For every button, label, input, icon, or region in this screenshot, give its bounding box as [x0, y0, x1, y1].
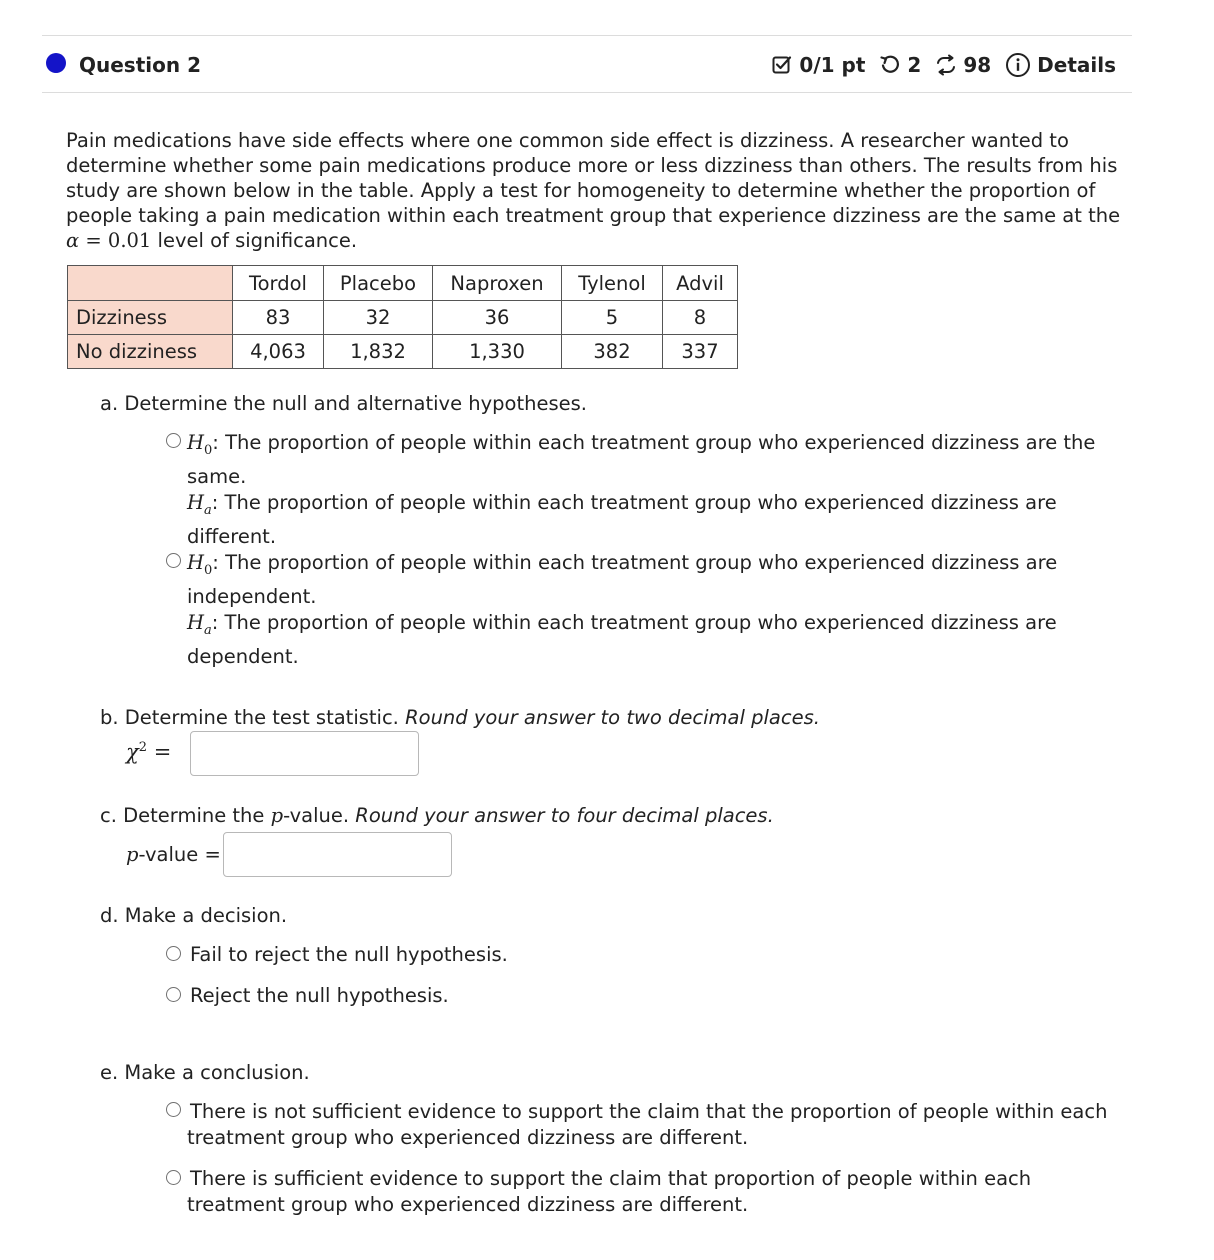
ha-statement	[187, 610, 1122, 670]
ha-subscript: a	[204, 502, 212, 518]
problem-text: Pain medications have side effects where one common side effect is dizziness. A researcher wanted to determine whether some pain medications produce more or less dizziness than others. The results from his study are shown below in the table. Apply a test for homogeneity to determine whether the proportion of people taking a pain medication within each treatment group that experience dizziness are the same at the	[66, 129, 1121, 227]
decision-option-1-radio[interactable]	[166, 946, 181, 961]
retry-icon	[879, 54, 901, 76]
chi-symbol: χ	[126, 740, 139, 764]
row-header-dizziness: Dizziness	[68, 301, 233, 335]
versions-icon	[935, 54, 957, 76]
header-top-divider	[42, 35, 1132, 36]
conclusion-option-2-radio[interactable]	[166, 1170, 181, 1185]
p-symbol: p	[270, 804, 284, 827]
hypothesis-option-2-radio[interactable]	[166, 553, 181, 568]
table-cell: 337	[663, 335, 738, 369]
ha-text: : The proportion of people within each treatment group who experienced dizziness are dependent.	[187, 610, 1057, 668]
score-checkbox-icon	[771, 54, 793, 76]
decision-option-2[interactable]: Reject the null hypothesis.	[190, 984, 449, 1007]
conclusion-option-1-radio[interactable]	[166, 1102, 181, 1117]
ha-statement	[187, 490, 1122, 550]
table-cell: 1,832	[324, 335, 433, 369]
h0-statement	[187, 550, 1122, 610]
table-cell: 5	[562, 301, 663, 335]
p-value-input[interactable]	[223, 832, 452, 877]
h0-symbol: H	[187, 551, 205, 574]
part-c-label-start: c. Determine the	[100, 804, 265, 827]
problem-text-end: level of significance.	[157, 229, 358, 252]
part-b-label	[100, 706, 820, 729]
ha-subscript: a	[204, 622, 212, 638]
details-label: Details	[1037, 53, 1116, 77]
hypothesis-option-1[interactable]	[187, 430, 1122, 550]
column-header-tylenol: Tylenol	[562, 266, 663, 301]
h0-subscript: 0	[204, 562, 213, 578]
conclusion-option-1[interactable]: There is not sufficient evidence to support the claim that the proportion of people within each treatment group who experienced dizziness are different.	[187, 1100, 1108, 1149]
row-header-no-dizziness: No dizziness	[68, 335, 233, 369]
p-value-label	[126, 843, 221, 866]
table-corner-cell	[68, 266, 233, 301]
h0-text: : The proportion of people within each treatment group who experienced dizziness are independent.	[187, 551, 1058, 608]
question-status-dot	[46, 53, 66, 73]
data-table	[67, 265, 738, 369]
part-c-label	[100, 804, 774, 827]
h0-statement	[187, 430, 1122, 490]
ha-symbol: H	[187, 490, 205, 514]
h0-subscript: 0	[204, 442, 213, 458]
question-meta	[771, 52, 1116, 78]
test-statistic-input[interactable]	[190, 731, 419, 776]
hypothesis-option-1-radio[interactable]	[166, 433, 181, 448]
p-value-label-end: -value =	[138, 843, 221, 866]
part-e-label: e. Make a conclusion.	[100, 1061, 310, 1084]
chi-square-label	[126, 740, 171, 764]
table-row	[68, 335, 738, 369]
question-title: Question 2	[79, 53, 201, 77]
table-cell: 382	[562, 335, 663, 369]
part-b-label-text: b. Determine the test statistic.	[100, 706, 399, 729]
chi-superscript: 2	[138, 740, 148, 755]
part-c-label-end: -value.	[283, 804, 350, 827]
column-header-naproxen: Naproxen	[433, 266, 562, 301]
alpha-equals: =	[85, 229, 102, 252]
attempts-count: 2	[907, 53, 922, 77]
alpha-symbol: α	[66, 229, 80, 252]
alpha-value: 0.01	[107, 229, 152, 252]
table-row	[68, 301, 738, 335]
table-cell: 83	[233, 301, 324, 335]
part-a-label: a. Determine the null and alternative hypotheses.	[100, 392, 587, 415]
table-cell: 36	[433, 301, 562, 335]
table-cell: 4,063	[233, 335, 324, 369]
info-icon	[1005, 52, 1031, 78]
h0-symbol: H	[187, 431, 205, 454]
column-header-advil: Advil	[663, 266, 738, 301]
part-c-instruction: Round your answer to four decimal places.	[355, 804, 774, 827]
chi-equals: =	[153, 740, 172, 764]
details-link[interactable]	[1005, 52, 1116, 78]
column-header-tordol: Tordol	[233, 266, 324, 301]
ha-symbol: H	[187, 610, 205, 634]
versions-count: 98	[963, 53, 992, 77]
table-cell: 8	[663, 301, 738, 335]
part-d-label: d. Make a decision.	[100, 904, 288, 927]
table-cell: 32	[324, 301, 433, 335]
table-cell: 1,330	[433, 335, 562, 369]
decision-option-1[interactable]: Fail to reject the null hypothesis.	[190, 943, 508, 966]
p-value-p-symbol: p	[126, 843, 139, 866]
decision-option-2-radio[interactable]	[166, 987, 181, 1002]
table-header-row	[68, 266, 738, 301]
header-bottom-divider	[42, 92, 1132, 93]
conclusion-option-2[interactable]: There is sufficient evidence to support the claim that proportion of people within each treatment group who experienced dizziness are different.	[187, 1167, 1032, 1216]
part-b-instruction: Round your answer to two decimal places.	[405, 706, 820, 729]
hypothesis-option-2[interactable]	[187, 550, 1122, 670]
column-header-placebo: Placebo	[324, 266, 433, 301]
h0-text: : The proportion of people within each treatment group who experienced dizziness are the same.	[187, 431, 1096, 488]
score-text: 0/1 pt	[799, 53, 866, 77]
ha-text: : The proportion of people within each treatment group who experienced dizziness are different.	[187, 490, 1057, 548]
problem-statement	[66, 128, 1126, 253]
